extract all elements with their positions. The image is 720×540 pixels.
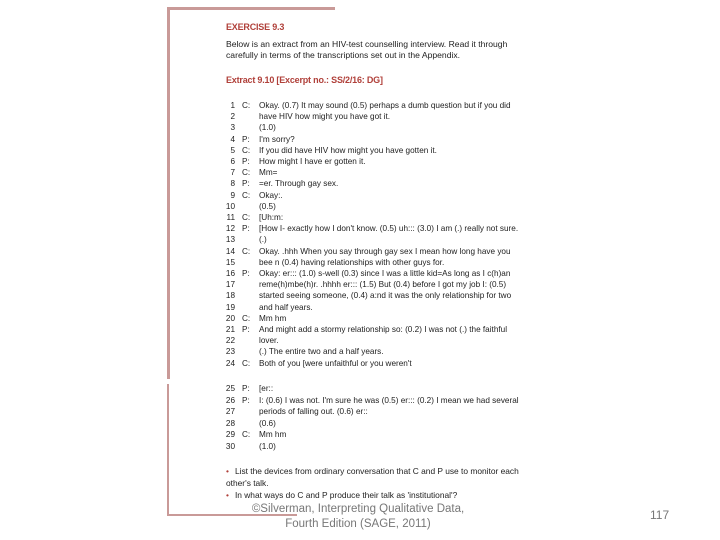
transcript-line	[220, 112, 530, 123]
utterance: I: (0.6) I was not. I'm sure he was (0.5) er::: (0.2) I mean we had several	[259, 395, 519, 405]
speaker: P:	[242, 179, 250, 189]
utterance: Mm hm	[259, 430, 287, 440]
transcript-line	[220, 347, 530, 358]
speaker: P:	[242, 395, 250, 405]
utterance: [How I- exactly how I don't know. (0.5) uh::: (3.0) I am (.) really not sure.	[259, 224, 519, 234]
line-number: 8	[230, 179, 235, 189]
line-number: 1	[230, 101, 235, 110]
transcript-line	[220, 303, 530, 314]
speaker: P:	[242, 384, 250, 393]
line-number: 3	[230, 123, 235, 133]
question-text: In what ways do C and P produce their talk as 'institutional'?	[234, 490, 458, 500]
transcript-line	[220, 101, 530, 112]
utterance: Okay: er::: (1.0) s-well (0.3) since I was a little kid=As long as I c(h)an	[259, 269, 511, 278]
utterance: (1.0)	[259, 442, 276, 451]
question-1	[226, 465, 526, 489]
line-number: 12	[225, 224, 235, 234]
bullet-icon: •	[226, 490, 229, 500]
line-number: 22	[225, 336, 235, 346]
utterance: Okay. (0.7) It may sound (0.5) perhaps a dumb question but if you did	[259, 101, 511, 110]
line-number: 27	[225, 407, 235, 417]
speaker: P:	[242, 134, 250, 144]
line-number: 16	[225, 269, 235, 278]
line-number: 2	[230, 112, 235, 122]
utterance: (0.5)	[259, 201, 276, 211]
transcript-line	[220, 442, 530, 453]
utterance: (.)	[259, 235, 267, 245]
exercise-intro: Below is an extract from an HIV-test counselling interview. Read it through carefully in terms of the transcriptions set out in the Appendix.	[226, 39, 508, 60]
frame-border-top	[167, 7, 335, 10]
speaker: C:	[242, 168, 251, 178]
line-number: 6	[230, 157, 235, 166]
line-number: 24	[225, 358, 235, 368]
line-number: 14	[225, 246, 235, 256]
utterance: If you did have HIV how might you have gotten it.	[259, 145, 437, 155]
page-number: 117	[650, 508, 670, 522]
line-number: 19	[225, 302, 235, 312]
transcript-line	[220, 258, 530, 269]
transcript-line	[220, 336, 530, 347]
transcript-line	[220, 179, 530, 190]
line-number: 15	[225, 257, 235, 267]
utterance: Okay:.	[259, 190, 283, 200]
transcript-line	[220, 396, 530, 407]
question-text: List the devices from ordinary conversation that C and P use to monitor each other's talk.	[226, 466, 519, 488]
speaker: P:	[242, 157, 250, 166]
extract-title: Extract 9.10 [Excerpt no.: SS/2/16: DG]	[226, 75, 383, 85]
utterance: (.) The entire two and a half years.	[259, 347, 384, 357]
transcript-line	[220, 430, 530, 441]
transcript-line	[220, 359, 530, 370]
line-number: 9	[230, 190, 235, 200]
utterance: periods of falling out. (0.6) er::	[259, 407, 368, 417]
utterance: I'm sorry?	[259, 134, 295, 144]
utterance: And might add a stormy relationship so: (0.2) I was not (.) the faithful	[259, 325, 508, 334]
utterance: How might I have er gotten it.	[259, 157, 366, 166]
transcript-line	[220, 407, 530, 418]
line-number: 5	[230, 145, 235, 155]
utterance: Both of you [were unfaithful or you weren't	[259, 358, 412, 368]
utterance: Mm=	[259, 168, 278, 178]
question-2	[226, 489, 526, 501]
frame-border-left-lower	[167, 384, 169, 516]
utterance: bee n (0.4) having relationships with other guys for.	[259, 257, 445, 267]
utterance: lover.	[259, 336, 279, 346]
transcript-line	[220, 168, 530, 179]
transcript-line	[220, 280, 530, 291]
line-number: 29	[225, 430, 235, 440]
line-number: 23	[225, 347, 235, 357]
line-number: 20	[225, 313, 235, 323]
speaker: C:	[242, 430, 251, 440]
transcript-line	[220, 202, 530, 213]
speaker: C:	[242, 213, 251, 222]
line-number: 13	[225, 235, 235, 245]
transcript-line	[220, 157, 530, 168]
utterance: (0.6)	[259, 418, 276, 428]
utterance: [er::	[259, 384, 274, 393]
exercise-title: EXERCISE 9.3	[226, 22, 285, 32]
line-number: 28	[225, 418, 235, 428]
frame-border-left	[167, 7, 170, 379]
line-number: 4	[230, 134, 235, 144]
transcript-line	[220, 191, 530, 202]
transcript-line	[220, 146, 530, 157]
footer-line-2: Fourth Edition (SAGE, 2011)	[285, 518, 431, 530]
utterance: [Uh:m:	[259, 213, 284, 222]
speaker: C:	[242, 358, 251, 368]
utterance: Mm hm	[259, 313, 287, 323]
utterance: reme(h)mbe(h)r. .hhhh er::: (1.5) But (0.4) before I got my job I: (0.5)	[259, 280, 507, 290]
utterance: Okay. .hhh When you say through gay sex I mean how long have you	[259, 246, 511, 256]
transcript-line	[220, 247, 530, 258]
speaker: C:	[242, 190, 251, 200]
line-number: 25	[225, 384, 235, 393]
speaker: P:	[242, 224, 250, 234]
transcript-line	[220, 291, 530, 302]
transcript-line	[220, 123, 530, 134]
line-number: 21	[225, 325, 235, 334]
line-number: 11	[226, 213, 235, 222]
transcript-line	[220, 384, 530, 395]
speaker: P:	[242, 269, 250, 278]
bullet-icon: •	[226, 466, 229, 476]
speaker: C:	[242, 145, 251, 155]
transcript-line	[220, 135, 530, 146]
line-number: 18	[225, 291, 235, 301]
transcript-line	[220, 235, 530, 246]
utterance: have HIV how might you have got it.	[259, 112, 391, 122]
utterance: =er. Through gay sex.	[259, 179, 339, 189]
speaker: C:	[242, 246, 251, 256]
line-number: 17	[225, 280, 235, 290]
utterance: started seeing someone, (0.4) a:nd it was the only relationship for two	[259, 291, 512, 301]
transcript-line	[220, 269, 530, 280]
utterance: and half years.	[259, 302, 313, 312]
line-number: 26	[225, 395, 235, 405]
transcript-line	[220, 224, 530, 235]
transcript-line	[220, 325, 530, 336]
transcript-line	[220, 213, 530, 224]
speaker: C:	[242, 101, 251, 110]
line-number: 10	[225, 201, 235, 211]
transcript-line	[220, 314, 530, 325]
speaker: C:	[242, 313, 251, 323]
line-number: 30	[225, 442, 235, 451]
utterance: (1.0)	[259, 123, 276, 133]
transcript-line	[220, 419, 530, 430]
speaker: P:	[242, 325, 250, 334]
footer-line-1: ©Silverman, Interpreting Qualitative Data,	[251, 503, 465, 515]
copyright-footer	[240, 502, 476, 532]
line-number: 7	[230, 168, 235, 178]
